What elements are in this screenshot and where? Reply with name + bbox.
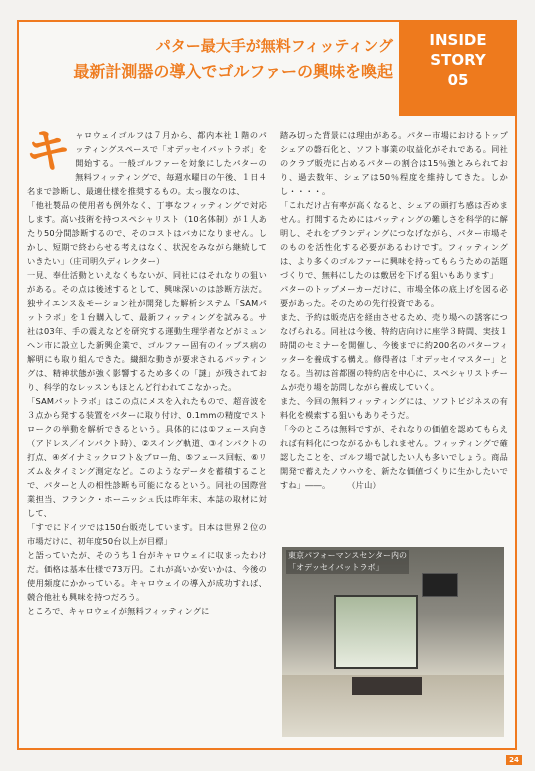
right-column — [280, 128, 508, 492]
paragraph: ところで、キャロウェイが無料フィッティングに — [27, 606, 210, 616]
paragraph: 「SAMパットラボ」はこの点にメスを入れたもので、超音波を３点から発する装置をパターに取り付け、0.1mmの精度でストロークの挙動を解析できるという。具体的には①フェース向き（アドレス／インパクト時）、②スイング軌道、③インパクトの打点、④ダイナミックロフト＆ブロー角、⑤フェース回転、⑥リズム＆タイミング測定など。このようなデータを蓄積することで、パターと人の相性診断も可能になるという。同社の国際営業担当、フランク・ホーニッシュ氏は昨年末、本誌の取材に対して、 — [27, 396, 267, 518]
paragraph: 一見、奉仕活動といえなくもないが、同社にはそれなりの狙いがある。その点は後述するとして、興味深いのは診断方法だ。独サイエンス＆モーション社が開発した解析システム「SAMパットラボ」を１台購入して、最新フィッティングを試みる。サ社は03年、手の震えなどを研究する運動生理学者などがミュンヘン市に設立した新興企業で、ゴルファー固有のイップス病の解明にも取り組んできた。繊細な動きが要求されるパッティングは、精神状態が強く影響するため多くの「謎」が残されており、科学的なレッスンもほとんど行われてこなかった。 — [27, 270, 267, 392]
paragraph: 「すでにドイツでは150台販売しています。日本は世界２位の市場だけに、初年度50台以上が目標」 — [27, 522, 267, 546]
headline — [53, 34, 393, 84]
paragraph: ャロウェイゴルフは７月から、都内本社１階のパッティングスペースで「オデッセイパットラボ」を開始する。一般ゴルファーを対象にしたパターの無料フィッティングで、毎週水曜日の午後、１日４名まで診断し、最適仕様を推奨するもの。太っ腹なのは、 — [27, 130, 267, 196]
paragraph: 踏み切った背景には理由がある。パター市場におけるトップシェアの磐石化と、ソフト事業の収益化がそれである。同社のクラブ販売に占めるパターの割合は15％強とみられており、過去数年、シェアは50％程度を維持してきた。しかし・・・・。 — [280, 130, 508, 196]
paragraph: パターのトップメーカーだけに、市場全体の底上げを図る必要があった。そのための先行投資である。 — [280, 284, 508, 308]
photo-caption-line-2: 「オデッセイパットラボ」 — [288, 563, 384, 572]
paragraph: と語っていたが、そのうち１台がキャロウェイに収まったわけだ。価格は基本仕様で73万円。これが高いか安いかは、今後の使用頻度にかかっている。キャロウェイの導入が成功すれば、競合他社も興味を持つだろう。 — [27, 550, 267, 602]
inside-story-badge — [399, 20, 517, 116]
photo-window — [334, 595, 418, 669]
paragraph: また、予約は販売店を経由させるため、売り場への誘客につなげられる。同社は今後、特約店向けに座学３時間、実技１時間のセミナーを開催し、今後までに約200名のパターフィッターを養成する構え。修得者は「オデッセイマスター」となる。当初は首都圏の特約店を中心に、スペシャリストチームが売り場を訪問しながら養成していく。 — [280, 312, 508, 392]
photo-caption — [286, 550, 409, 574]
left-column — [25, 124, 267, 618]
paragraph: 「これだけ占有率が高くなると、シェアの頭打ち感は否めません。打開するためにはパッティングの難しさを科学的に解明し、それをブランディングにつなげながら、パター市場そのものを活性化する必要があるわけです。フィッティングは、より多くのゴルファーに興味を持ってもらうための話題づくりで、無料にしたのは敷居を下げる狙いもあります」 — [280, 200, 508, 280]
badge-line-2: STORY — [430, 51, 486, 69]
drop-cap: キ — [25, 124, 72, 178]
photo-caption-line-1: 東京パフォーマンスセンター内の — [288, 551, 408, 560]
page-number: 24 — [506, 755, 522, 765]
badge-line-3: 05 — [447, 71, 469, 89]
paragraph: 「今のところは無料ですが、それなりの価値を認めてもらえれば有料化につながるかもしれません。フィッティングで確認したことを、ゴルフ場で試したい人も多いでしょう。商品開発で蓄えたノウハウを、新たな価値づくりに生かしたいですね」――。 （片山） — [280, 424, 508, 490]
photo-monitor — [422, 573, 458, 597]
badge-line-1: INSIDE — [429, 31, 487, 49]
paragraph: 「他社製品の使用者も例外なく、丁寧なフィッティングで対応します。高い技術を持つスペシャリスト（10名体制）が１人あたり50分間診断するので、そのコストはバカになりません。しかし、短期で終わらせる考えはなく、状況をみながら継続していきたい」（庄司明久ディレクター） — [27, 200, 267, 266]
paragraph: また、今回の無料フィッティングには、ソフトビジネスの有料化を模索する狙いもありそうだ。 — [280, 396, 508, 420]
photo-table — [352, 677, 422, 695]
putt-lab-photo — [282, 547, 504, 737]
headline-line-1: パター最大手が無料フィッティング — [155, 37, 393, 55]
headline-line-2: 最新計測器の導入でゴルファーの興味を喚起 — [73, 62, 393, 81]
